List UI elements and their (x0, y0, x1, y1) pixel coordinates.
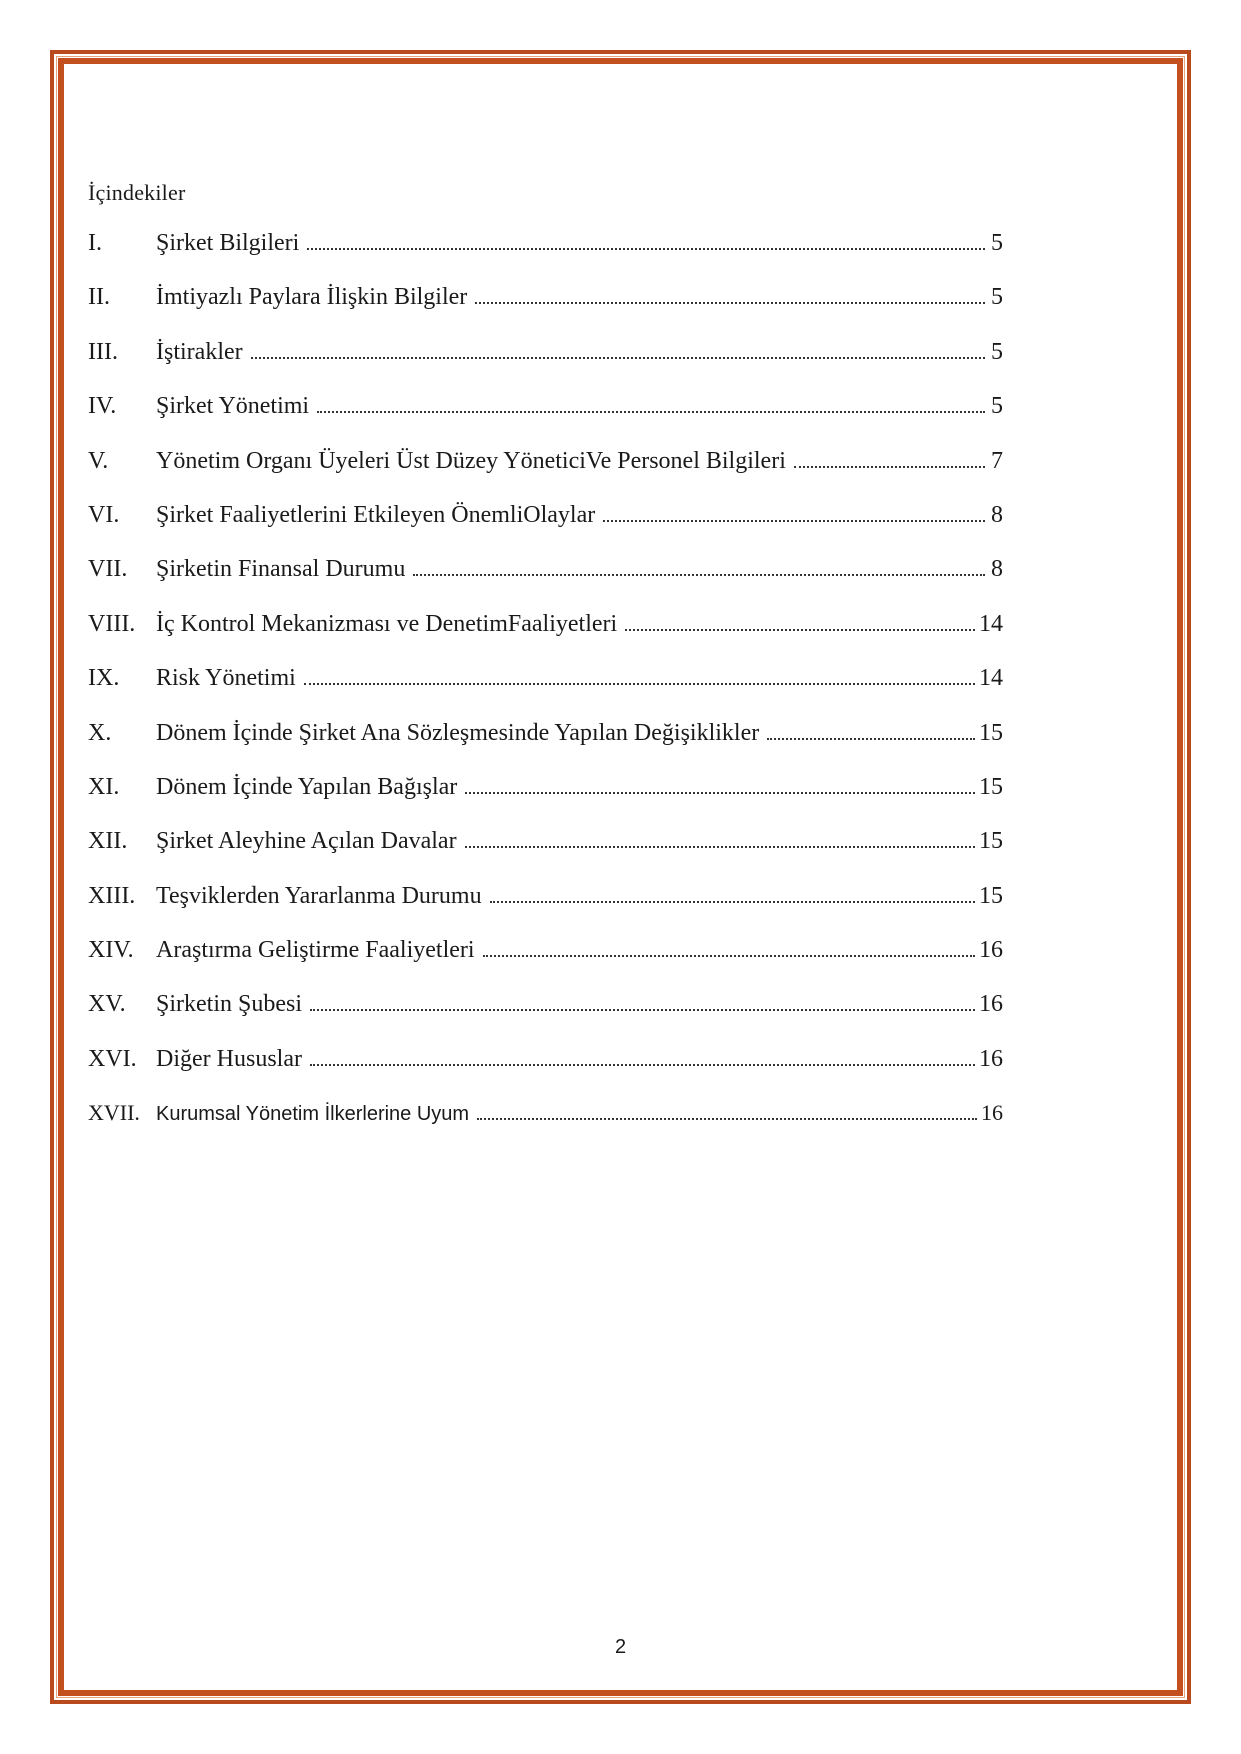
toc-entry-number: XV. (88, 991, 126, 1018)
toc-entry-page: 16 (979, 1045, 1003, 1072)
toc-entry-title: İmtiyazlı Paylara İlişkin Bilgiler (156, 284, 468, 311)
toc-entry-title: Kurumsal Yönetim İlkerlerine Uyum (156, 1103, 470, 1126)
toc-leader-dots (603, 520, 985, 522)
toc-leader-dots (465, 846, 975, 848)
toc-entry-title: Şirket Bilgileri (156, 230, 300, 256)
toc-entry-title: Şirketin Şubesi (156, 991, 303, 1018)
toc-entry[interactable] (88, 502, 1003, 556)
toc-leader-dots (475, 302, 985, 304)
toc-entry-number: X. (88, 719, 112, 746)
toc-entry[interactable] (88, 774, 1003, 828)
toc-leader-dots (483, 955, 975, 957)
toc-entry-title: Risk Yönetimi (156, 665, 296, 692)
toc-entry[interactable] (88, 991, 1003, 1045)
toc-entry-title: İştirakler (156, 338, 243, 365)
toc-entry-page: 16 (979, 937, 1003, 964)
toc-leader-dots (767, 738, 975, 740)
toc-entry-page: 15 (979, 882, 1003, 909)
toc-entry-title: Dönem İçinde Yapılan Bağışlar (156, 773, 458, 800)
toc-entry-title: Teşviklerden Yararlanma Durumu (156, 882, 482, 909)
toc-entry-number: XI. (88, 773, 120, 800)
toc-entry-title: Diğer Hususlar (156, 1045, 302, 1072)
toc-entry[interactable] (88, 611, 1003, 665)
table-of-contents (88, 230, 1003, 1155)
toc-entry-title: Şirket Aleyhine Açılan Davalar (156, 828, 457, 855)
toc-entry-number: XIII. (88, 882, 136, 909)
toc-leader-dots (307, 248, 985, 250)
toc-entry-page: 15 (979, 719, 1003, 746)
toc-entry-title: Araştırma Geliştirme Faaliyetleri (156, 937, 475, 964)
toc-entry[interactable] (88, 883, 1003, 937)
toc-leader-dots (310, 1009, 975, 1011)
toc-leader-dots (490, 901, 975, 903)
toc-entry-page: 16 (979, 991, 1003, 1018)
toc-entry-page: 15 (979, 828, 1003, 855)
toc-entry-number: VII. (88, 556, 128, 583)
toc-leader-dots (251, 357, 985, 359)
toc-entry-page: 8 (991, 501, 1003, 528)
toc-entry[interactable] (88, 556, 1003, 610)
toc-entry-page: 5 (991, 393, 1003, 420)
toc-entry-number: I. (88, 230, 102, 256)
toc-entry-number: XVI. (88, 1045, 137, 1072)
page-number: 2 (614, 1636, 627, 1658)
toc-entry[interactable] (88, 393, 1003, 447)
toc-entry-number: IV. (88, 393, 117, 420)
toc-entry-page: 5 (991, 230, 1003, 256)
toc-entry-number: XIV. (88, 937, 134, 964)
toc-entry-title: İç Kontrol Mekanizması ve DenetimFaaliyetleri (156, 610, 618, 637)
toc-heading: İçindekiler (88, 180, 186, 205)
toc-entry-title: Dönem İçinde Şirket Ana Sözleşmesinde Yapılan Değişiklikler (156, 719, 760, 746)
toc-entry-title: Şirket Faaliyetlerini Etkileyen ÖnemliOlaylar (156, 501, 596, 528)
toc-leader-dots (413, 574, 985, 576)
toc-entry-title: Şirket Yönetimi (156, 393, 310, 420)
toc-entry[interactable] (88, 937, 1003, 991)
toc-entry-page: 14 (979, 665, 1003, 692)
toc-leader-dots (465, 792, 975, 794)
toc-entry-number: VIII. (88, 610, 136, 637)
toc-entry-number: VI. (88, 501, 120, 528)
toc-entry-page: 7 (991, 447, 1003, 474)
toc-entry-number: V. (88, 447, 109, 474)
toc-entry-page: 14 (979, 610, 1003, 637)
toc-entry[interactable] (88, 720, 1003, 774)
toc-leader-dots (477, 1118, 977, 1120)
toc-entry-number: II. (88, 284, 110, 311)
toc-entry-page: 16 (981, 1100, 1003, 1126)
toc-entry[interactable] (88, 1100, 1003, 1154)
toc-entry-number: XII. (88, 828, 128, 855)
toc-entry[interactable] (88, 339, 1003, 393)
toc-entry-page: 15 (979, 773, 1003, 800)
toc-entry[interactable] (88, 284, 1003, 338)
toc-entry[interactable] (88, 230, 1003, 284)
toc-entry[interactable] (88, 448, 1003, 502)
toc-leader-dots (625, 629, 975, 631)
toc-entry[interactable] (88, 665, 1003, 719)
toc-leader-dots (304, 683, 975, 685)
toc-entry[interactable] (88, 828, 1003, 882)
toc-entry-page: 5 (991, 338, 1003, 365)
toc-entry-number: IX. (88, 665, 120, 692)
toc-entry-number: III. (88, 338, 118, 365)
toc-entry-page: 5 (991, 284, 1003, 311)
toc-entry[interactable] (88, 1046, 1003, 1100)
toc-entry-title: Yönetim Organı Üyeleri Üst Düzey YöneticiVe Personel Bilgileri (156, 447, 786, 474)
toc-leader-dots (310, 1064, 975, 1066)
toc-leader-dots (794, 466, 985, 468)
toc-entry-page: 8 (991, 556, 1003, 583)
toc-entry-number: XVII. (88, 1100, 140, 1126)
toc-leader-dots (317, 411, 985, 413)
toc-entry-title: Şirketin Finansal Durumu (156, 556, 406, 583)
